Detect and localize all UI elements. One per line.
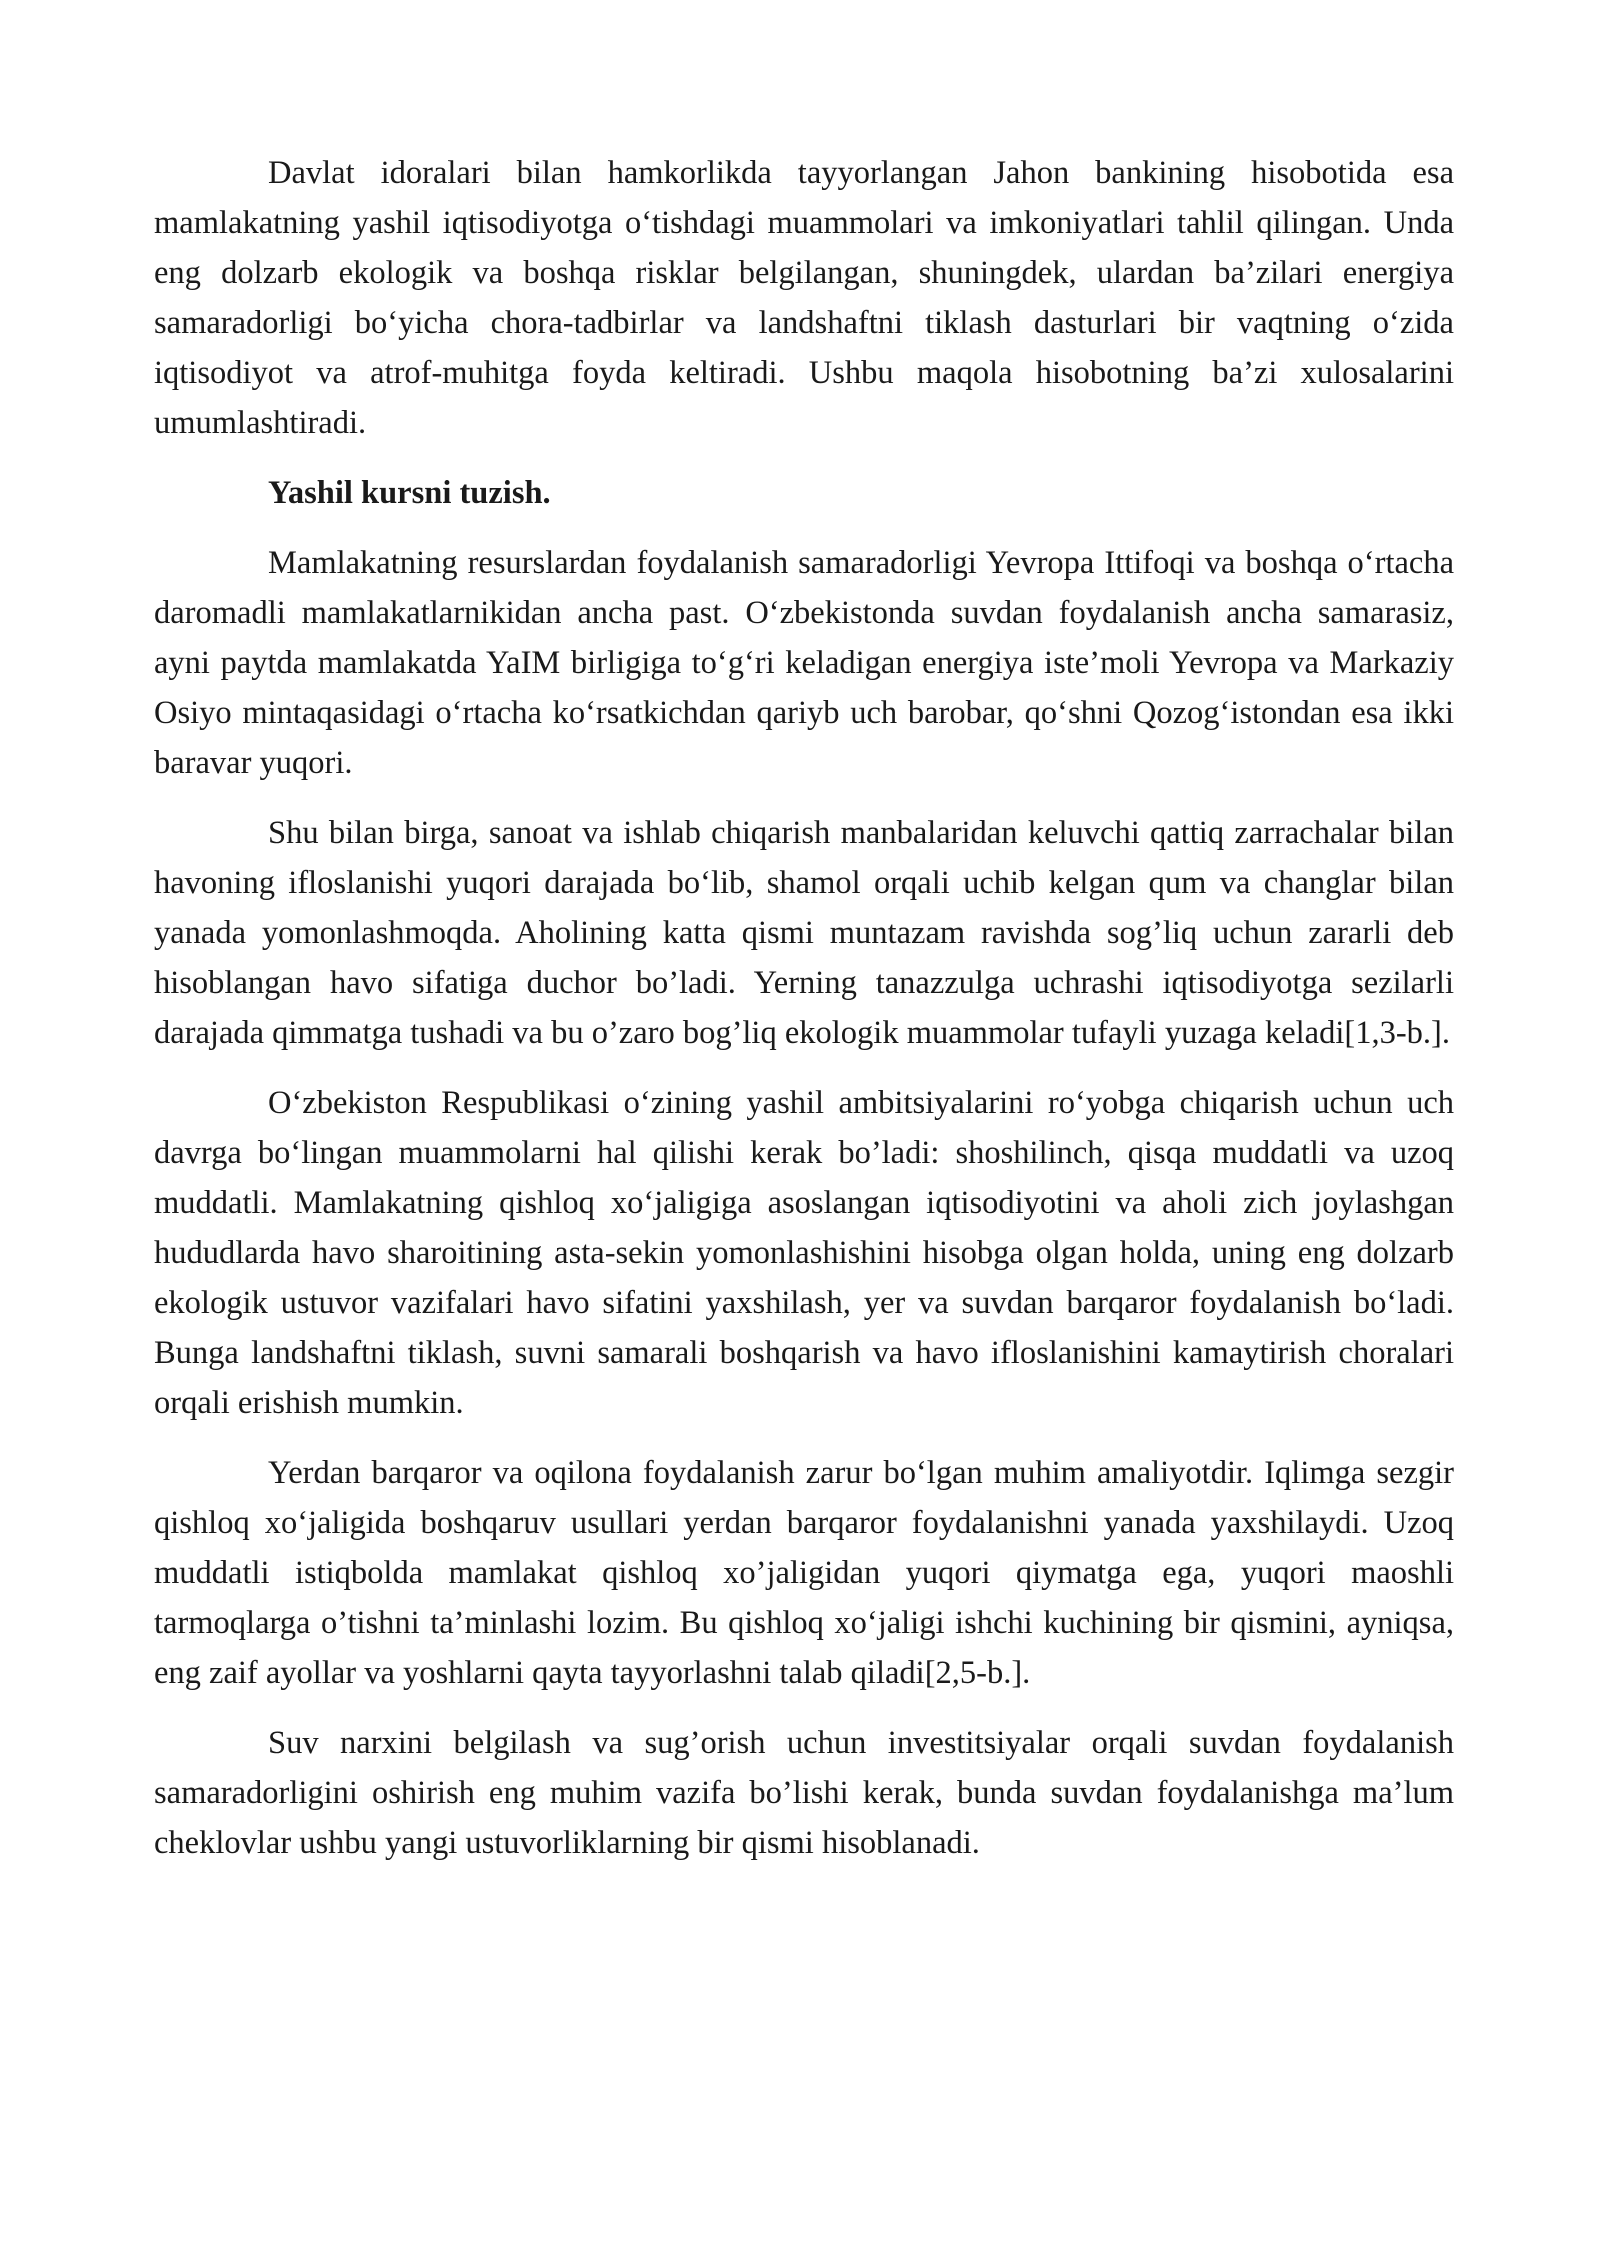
paragraph-intro: Davlat idoralari bilan hamkorlikda tayyorlangan Jahon bankining hisobotida esa mamlakatning yashil iqtisodiyotga o‘tishdagi muammolari va imkoniyatlari tahlil qilingan. Unda eng dolzarb ekologik va boshqa risklar belgilangan, shuningdek, ulardan ba’zilari energiya samaradorligi bo‘yicha chora-tadbirlar va landshaftni tiklash dasturlari bir vaqtning o‘zida iqtisodiyot va atrof-muhitga foyda keltiradi. Ushbu maqola hisobotning ba’zi xulosalarini umumlashtiradi. xyxy=(154,155,1454,441)
paragraph-air-pollution: Shu bilan birga, sanoat va ishlab chiqarish manbalaridan keluvchi qattiq zarrachalar bilan havoning ifloslanishi yuqori darajada bo‘lib, shamol orqali uchib kelgan qum va changlar bilan yanada yomonlashmoqda. Aholining katta qismi muntazam ravishda sog’liq uchun zararli deb hisoblangan havo sifatiga duchor bo’ladi. Yerning tanazzulga uchrashi iqtisodiyotga sezilarli darajada qimmatga tushadi va bu o’zaro bog’liq ekologik muammolar tufayli yuzaga keladi[1,3-b.]. xyxy=(154,815,1454,1051)
section-heading: Yashil kursni tuzish. xyxy=(268,475,551,511)
paragraph-green-ambitions: O‘zbekiston Respublikasi o‘zining yashil ambitsiyalarini ro‘yobga chiqarish uchun uch davrga bo‘lingan muammolarni hal qilishi kerak bo’ladi: shoshilinch, qisqa muddatli va uzoq muddatli. Mamlakatning qishloq xo‘jaligiga asoslangan iqtisodiyotini va aholi zich joylashgan hududlarda havo sharoitining asta-sekin yomonlashishini hisobga olgan holda, uning eng dolzarb ekologik ustuvor vazifalari havo sifatini yaxshilash, yer va suvdan barqaror foydalanish bo‘ladi. Bunga landshaftni tiklash, suvni samarali boshqarish va havo ifloslanishini kamaytirish choralari orqali erishish mumkin. xyxy=(154,1085,1454,1421)
paragraph-water-pricing: Suv narxini belgilash va sug’orish uchun investitsiyalar orqali suvdan foydalanish samaradorligini oshirish eng muhim vazifa bo’lishi kerak, bunda suvdan foydalanishga ma’lum cheklovlar ushbu yangi ustuvorliklarning bir qismi hisoblanadi. xyxy=(154,1725,1454,1861)
paragraph-land-use: Yerdan barqaror va oqilona foydalanish zarur bo‘lgan muhim amaliyotdir. Iqlimga sezgir qishloq xo‘jaligida boshqaruv usullari yerdan barqaror foydalanishni yanada yaxshilaydi. Uzoq muddatli istiqbolda mamlakat qishloq xo’jaligidan yuqori qiymatga ega, yuqori maoshli tarmoqlarga o’tishni ta’minlashi lozim. Bu qishloq xo‘jaligi ishchi kuchining bir qismini, ayniqsa, eng zaif ayollar va yoshlarni qayta tayyorlashni talab qiladi[2,5-b.]. xyxy=(154,1455,1454,1691)
document-page xyxy=(154,148,1454,1888)
paragraph-resource-efficiency: Mamlakatning resurslardan foydalanish samaradorligi Yevropa Ittifoqi va boshqa o‘rtacha daromadli mamlakatlarnikidan ancha past. O‘zbekistonda suvdan foydalanish ancha samarasiz, ayni paytda mamlakatda YaIM birligiga to‘g‘ri keladigan energiya iste’moli Yevropa va Markaziy Osiyo mintaqasidagi o‘rtacha ko‘rsatkichdan qariyb uch barobar, qo‘shni Qozog‘istondan esa ikki baravar yuqori. xyxy=(154,545,1454,781)
